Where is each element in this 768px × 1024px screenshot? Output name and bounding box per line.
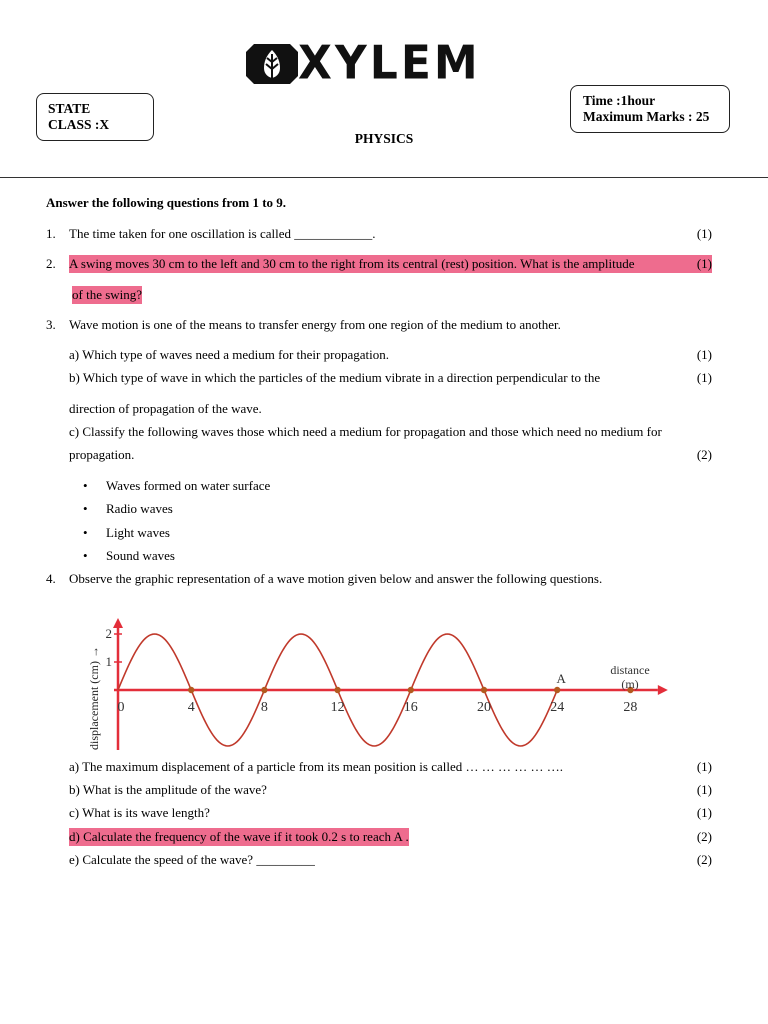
question-text: A swing moves 30 cm to the left and 30 cm to the right from its central (rest) position. What is the amplitude: [69, 256, 635, 271]
question-text-highlighted: of the swing?: [72, 287, 143, 302]
x-tick-label: 8: [260, 700, 268, 715]
subject-title: PHYSICS: [354, 131, 414, 146]
question-3a: [0, 346, 768, 364]
list-item-text: Light waves: [106, 525, 170, 540]
question-4d: [0, 828, 768, 846]
brand-logo: [246, 36, 481, 91]
x-tick-dot: [188, 687, 194, 693]
list-item-text: Sound waves: [106, 548, 175, 563]
bullet-icon: •: [83, 548, 88, 563]
question-text: The time taken for one oscillation is called ____________.: [69, 226, 376, 241]
y-tick-label: 2: [105, 626, 112, 641]
chart-layer: [106, 618, 668, 750]
time-label: Time :1hour: [583, 93, 656, 108]
class-label: CLASS :X: [48, 117, 110, 132]
x-tick-label: 12: [330, 700, 345, 715]
question-3b-continued: [0, 400, 768, 418]
question-3b: [0, 369, 768, 387]
x-tick-label: 0: [117, 700, 125, 715]
subquestion-text: e) Calculate the speed of the wave? _________: [69, 852, 315, 867]
subquestion-mark: (1): [696, 370, 712, 385]
state-label: STATE: [48, 101, 91, 116]
x-tick-dot: [554, 687, 560, 693]
question-mark: (1): [696, 256, 712, 271]
instruction-text: Answer the following questions from 1 to 9.: [46, 195, 287, 210]
subquestion-text: direction of propagation of the wave.: [69, 401, 262, 416]
x-axis-arrow-icon: [658, 685, 668, 695]
question-number: 1.: [46, 226, 56, 241]
x-axis-unit: (m): [621, 677, 639, 691]
list-item: [0, 500, 768, 518]
question-4a: [0, 758, 768, 776]
x-tick-dot: [408, 687, 414, 693]
x-tick-label: 24: [550, 700, 565, 715]
header-divider: [0, 177, 768, 178]
subquestion-text: propagation.: [69, 447, 135, 462]
question-3: [0, 316, 768, 334]
subquestion-text-highlighted: d) Calculate the frequency of the wave if it took 0.2 s to reach A .: [69, 829, 409, 844]
y-axis-arrow-icon: [113, 618, 123, 628]
subquestion-mark: (1): [696, 805, 712, 820]
subquestion-mark: (2): [696, 447, 712, 462]
list-item: [0, 477, 768, 495]
question-number: 3.: [46, 317, 56, 332]
bullet-icon: •: [83, 478, 88, 493]
question-text: Observe the graphic representation of a wave motion given below and answer the following questions.: [69, 571, 603, 586]
question-text: Wave motion is one of the means to transfer energy from one region of the medium to another.: [69, 317, 561, 332]
question-1: [0, 225, 768, 243]
instruction-line: [0, 194, 768, 212]
question-3c: [0, 423, 768, 441]
point-a-label: A: [556, 671, 566, 686]
bullet-icon: •: [83, 525, 88, 540]
wave-chart: [80, 618, 680, 758]
question-4c: [0, 804, 768, 822]
subquestion-text: c) Classify the following waves those which need a medium for propagation and those which need no medium for: [69, 424, 662, 439]
question-2-continued: [0, 286, 768, 304]
question-text-highlighted: [69, 255, 712, 273]
question-number: 2.: [46, 256, 56, 271]
list-item-text: Waves formed on water surface: [106, 478, 271, 493]
list-item-text: Radio waves: [106, 501, 173, 516]
x-tick-dot: [481, 687, 487, 693]
time-marks-box: [570, 85, 730, 133]
subquestion-text: b) What is the amplitude of the wave?: [69, 782, 267, 797]
x-tick-label: 28: [623, 700, 638, 715]
subquestion-mark: (2): [696, 829, 712, 844]
subquestion-mark: (1): [696, 759, 712, 774]
y-tick-label: 1: [105, 654, 112, 669]
subquestion-text: b) Which type of wave in which the particles of the medium vibrate in a direction perpendicular to the: [69, 370, 601, 385]
leaf-emblem-icon: [246, 42, 298, 86]
brand-name: XYLEM: [298, 36, 481, 91]
x-tick-dot: [261, 687, 267, 693]
question-2: [0, 255, 768, 273]
question-mark: (1): [696, 226, 712, 241]
x-tick-dot: [334, 687, 340, 693]
list-item: [0, 547, 768, 565]
list-item: [0, 524, 768, 542]
question-4b: [0, 781, 768, 799]
question-4e: [0, 851, 768, 869]
x-axis-label: distance: [610, 663, 650, 677]
subquestion-text: a) Which type of waves need a medium for their propagation.: [69, 347, 389, 362]
question-3c-continued: [0, 446, 768, 464]
subquestion-mark: (1): [696, 347, 712, 362]
subquestion-text: c) What is its wave length?: [69, 805, 210, 820]
bullet-icon: •: [83, 501, 88, 516]
x-tick-label: 16: [403, 700, 418, 715]
question-number: 4.: [46, 571, 56, 586]
subquestion-mark: (1): [696, 782, 712, 797]
x-tick-label: 20: [477, 700, 491, 715]
question-4: [0, 570, 768, 588]
x-tick-label: 4: [187, 700, 195, 715]
subquestion-mark: (2): [696, 852, 712, 867]
subquestion-text: a) The maximum displacement of a particle from its mean position is called … … … … … ….: [69, 759, 564, 774]
y-axis-label: displacement (cm) →: [87, 646, 101, 750]
marks-label: Maximum Marks : 25: [583, 109, 710, 124]
